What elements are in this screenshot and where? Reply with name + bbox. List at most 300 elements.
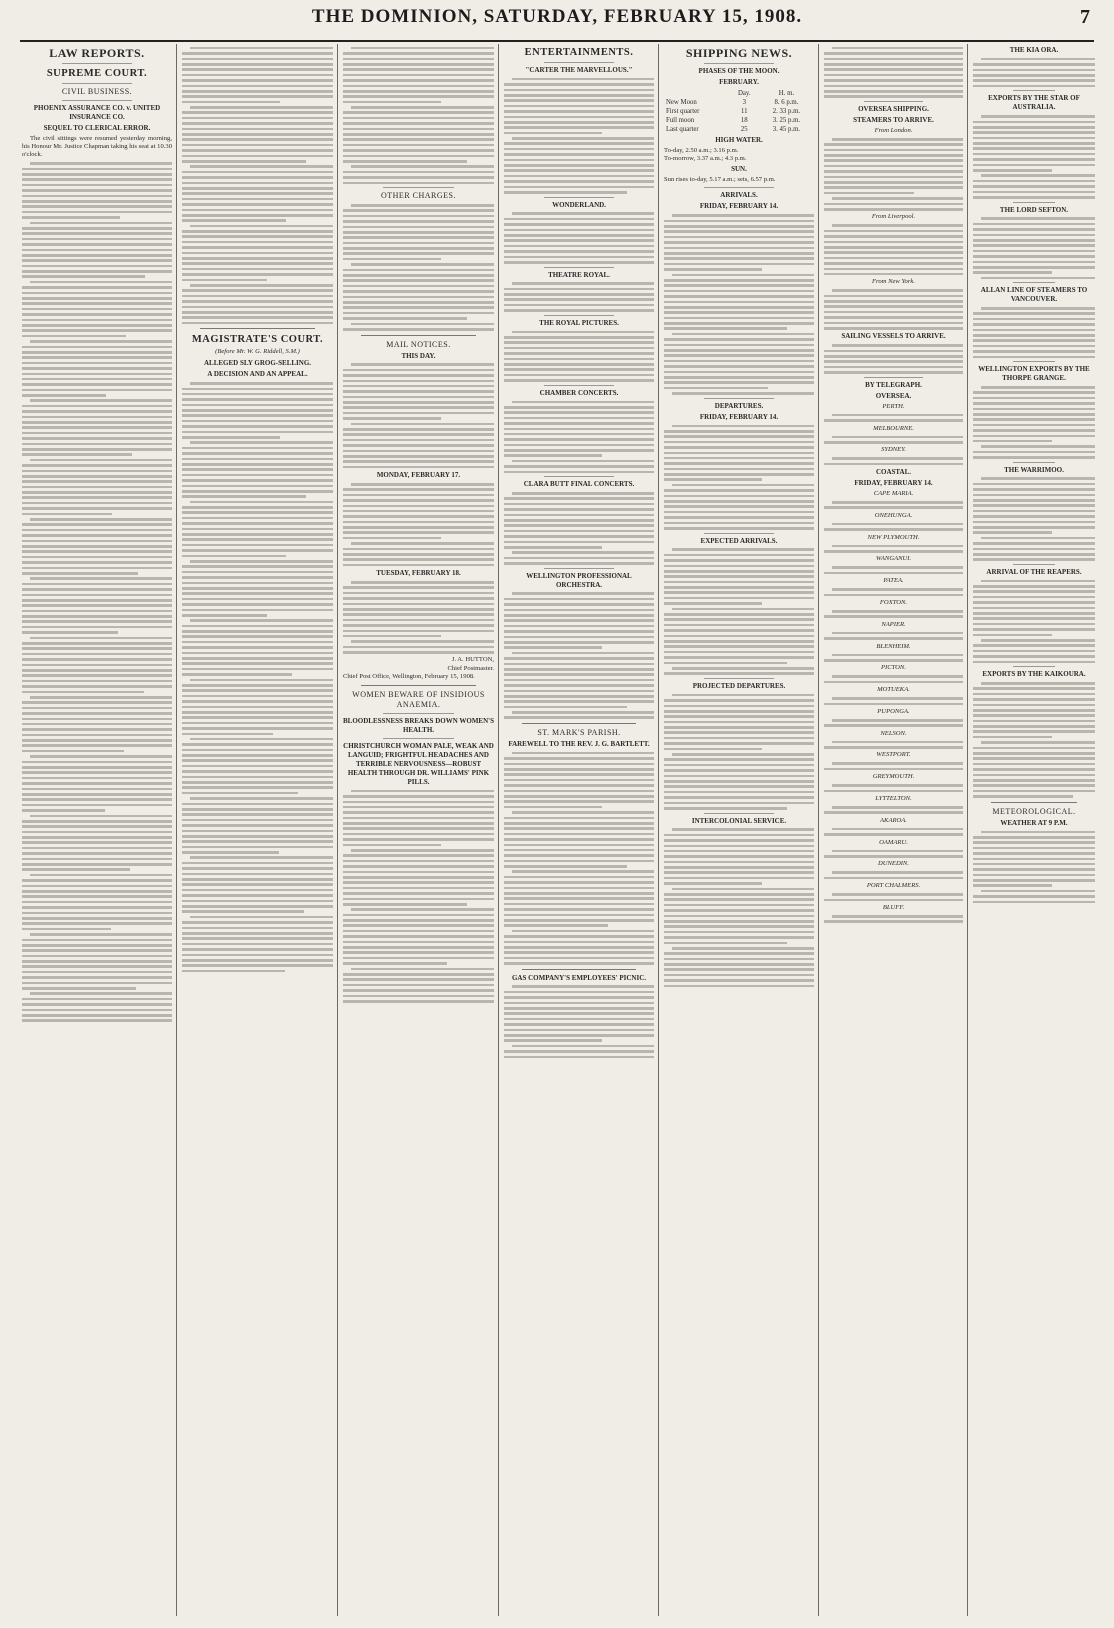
text-line xyxy=(973,585,1095,588)
text-line xyxy=(504,668,654,671)
text-line xyxy=(973,196,1095,199)
text-line xyxy=(824,790,963,793)
text-line xyxy=(824,572,963,575)
article-body xyxy=(504,592,654,719)
article-body xyxy=(504,78,654,194)
text-line xyxy=(504,790,654,793)
text-line xyxy=(973,847,1095,850)
text-line xyxy=(343,236,494,239)
intercolonial-list xyxy=(824,47,963,98)
text-line xyxy=(22,475,172,478)
text-line xyxy=(343,526,494,529)
text-line xyxy=(343,586,494,589)
text-line xyxy=(504,180,654,183)
text-line xyxy=(30,518,172,521)
text-line xyxy=(981,477,1095,480)
text-line xyxy=(664,462,814,465)
text-line xyxy=(343,592,494,595)
text-line xyxy=(343,95,494,98)
section-heading: OVERSEA SHIPPING. xyxy=(858,104,929,113)
text-line xyxy=(973,526,1095,529)
case-subhead: A DECISION AND AN APPEAL. xyxy=(207,370,308,379)
text-line xyxy=(182,625,333,628)
text-line xyxy=(182,182,333,185)
text-line xyxy=(22,205,172,208)
text-line xyxy=(973,655,1095,658)
text-line xyxy=(664,769,814,772)
text-line xyxy=(824,724,963,727)
text-line xyxy=(343,63,494,66)
mail-day: TUESDAY, FEBRUARY 18. xyxy=(376,569,461,578)
origin-heading: From New York. xyxy=(872,278,915,286)
text-line xyxy=(504,1029,654,1032)
text-line xyxy=(504,218,654,221)
moon-month: FEBRUARY. xyxy=(719,78,759,86)
text-line xyxy=(182,241,333,244)
text-line xyxy=(973,451,1095,454)
text-line xyxy=(973,736,1052,739)
text-line xyxy=(182,641,333,644)
text-line xyxy=(664,893,814,896)
text-line xyxy=(182,889,333,892)
text-line xyxy=(22,664,172,667)
text-line xyxy=(182,214,333,217)
text-line xyxy=(664,387,768,390)
text-line xyxy=(22,825,172,828)
text-line xyxy=(664,909,814,912)
text-line xyxy=(672,888,814,891)
text-line xyxy=(664,505,814,508)
text-line xyxy=(30,281,172,284)
text-line xyxy=(973,650,1095,653)
text-line xyxy=(30,399,172,402)
text-line xyxy=(981,115,1095,118)
departures-day: FRIDAY, FEBRUARY 14. xyxy=(699,412,779,421)
text-line xyxy=(182,58,333,61)
text-line xyxy=(504,148,654,151)
text-line xyxy=(22,389,172,392)
text-line xyxy=(504,116,654,119)
text-line xyxy=(504,422,654,425)
port-heading: NAPIER. xyxy=(881,620,906,628)
text-line xyxy=(664,376,814,379)
column-rule xyxy=(498,44,499,1616)
article-body xyxy=(504,401,654,474)
article-heading: THE KIA ORA. xyxy=(1009,46,1059,54)
text-line xyxy=(504,838,654,841)
coastal-ports xyxy=(824,490,963,923)
text-line xyxy=(504,309,654,312)
text-line xyxy=(22,971,172,974)
text-line xyxy=(343,914,494,917)
text-line xyxy=(22,658,172,661)
text-line xyxy=(973,234,1095,237)
text-line xyxy=(343,138,494,141)
text-line xyxy=(182,878,333,881)
text-line xyxy=(973,504,1095,507)
text-line xyxy=(504,854,654,857)
text-line xyxy=(182,128,333,131)
text-line xyxy=(504,619,654,622)
section-subheading: SUPREME COURT. xyxy=(46,68,148,79)
text-line xyxy=(664,322,814,325)
text-line xyxy=(832,784,963,787)
text-line xyxy=(664,785,814,788)
text-line xyxy=(832,675,963,678)
text-line xyxy=(343,68,494,71)
article-heading: WELLINGTON EXPORTS BY THE THORPE GRANGE. xyxy=(978,365,1090,383)
text-line xyxy=(182,420,333,423)
text-line xyxy=(182,230,333,233)
text-line xyxy=(182,905,333,908)
text-line xyxy=(22,437,172,440)
text-line xyxy=(22,1009,172,1012)
mail-list xyxy=(343,581,494,654)
text-line xyxy=(182,138,333,141)
text-line xyxy=(504,679,654,682)
text-line xyxy=(664,327,787,330)
text-line xyxy=(182,176,333,179)
text-line xyxy=(343,630,494,633)
text-line xyxy=(824,311,963,314)
text-line xyxy=(832,697,963,700)
text-line xyxy=(973,607,1095,610)
text-line xyxy=(981,537,1095,540)
text-line xyxy=(981,58,1095,61)
text-line xyxy=(504,768,654,771)
text-line xyxy=(22,1019,172,1022)
text-line xyxy=(504,304,654,307)
article-heading: WEATHER AT 9 P.M. xyxy=(1000,818,1068,827)
text-line xyxy=(664,855,814,858)
text-line xyxy=(973,418,1095,421)
ad-body xyxy=(343,790,494,1003)
text-line xyxy=(182,910,304,913)
text-line xyxy=(182,522,333,525)
text-line xyxy=(343,215,494,218)
text-line xyxy=(22,620,172,623)
text-line xyxy=(22,836,172,839)
text-line xyxy=(343,149,494,152)
text-line xyxy=(824,366,963,369)
text-line xyxy=(182,846,333,849)
text-line xyxy=(504,256,654,259)
text-line xyxy=(832,871,963,874)
text-line xyxy=(343,651,494,654)
text-line xyxy=(182,306,333,309)
text-line xyxy=(672,947,814,950)
text-line xyxy=(504,186,654,189)
port-list xyxy=(824,741,963,749)
text-line xyxy=(182,700,333,703)
text-line xyxy=(182,388,333,391)
text-line xyxy=(182,246,333,249)
text-line xyxy=(504,903,654,906)
text-line xyxy=(343,444,494,447)
steamer-list xyxy=(824,138,963,211)
text-line xyxy=(512,985,654,988)
section-subheading: BY TELEGRAPH. xyxy=(865,380,922,389)
mail-day: THIS DAY. xyxy=(401,351,436,360)
text-line xyxy=(343,412,494,415)
text-line xyxy=(22,674,172,677)
text-line xyxy=(504,94,654,97)
moon-phase-row xyxy=(664,116,814,125)
text-line xyxy=(343,74,494,77)
text-line xyxy=(504,625,654,628)
mail-list xyxy=(343,483,494,566)
text-line xyxy=(22,680,172,683)
text-line xyxy=(182,749,333,752)
text-line xyxy=(343,285,494,288)
text-line xyxy=(664,726,814,729)
text-line xyxy=(182,544,333,547)
text-line xyxy=(343,279,494,282)
text-line xyxy=(973,709,1095,712)
high-water-heading: HIGH WATER. xyxy=(715,136,763,144)
text-line xyxy=(973,169,1052,172)
text-line xyxy=(343,924,494,927)
text-line xyxy=(664,839,814,842)
text-line xyxy=(343,624,494,627)
text-line xyxy=(672,274,814,277)
text-line xyxy=(182,252,333,255)
text-line xyxy=(504,603,654,606)
text-line xyxy=(973,858,1095,861)
text-line xyxy=(343,328,494,331)
text-line xyxy=(664,360,814,363)
ad-subhead: CHRISTCHURCH WOMAN PALE, WEAK AND LANGUID; FRIGHTFUL HEADACHES AND TERRIBLE NERVOUSNESS—ROBUST HEALTH THROUGH DR. WILLIAMS' PINK PILLS. xyxy=(343,741,494,786)
text-line xyxy=(182,235,333,238)
text-line xyxy=(504,239,654,242)
text-line xyxy=(343,844,441,847)
port-heading: MOTUEKA. xyxy=(877,686,910,694)
text-line xyxy=(672,392,814,395)
text-line xyxy=(824,441,963,444)
text-line xyxy=(824,85,963,88)
text-line xyxy=(22,831,172,834)
port-heading: PERTH. xyxy=(882,402,905,410)
text-line xyxy=(973,350,1095,353)
text-line xyxy=(182,959,333,962)
text-line xyxy=(30,222,172,225)
text-line xyxy=(824,95,963,98)
text-line xyxy=(504,89,654,92)
text-line xyxy=(504,779,654,782)
text-line xyxy=(22,852,172,855)
text-line xyxy=(22,286,172,289)
text-line xyxy=(973,725,1095,728)
article-body xyxy=(973,115,1095,198)
article-body xyxy=(973,386,1095,459)
moon-phase-day: 18 xyxy=(740,117,748,124)
article-heading: ARRIVAL OF THE REAPERS. xyxy=(986,567,1082,576)
text-line xyxy=(664,527,814,530)
text-line xyxy=(343,806,494,809)
text-line xyxy=(664,904,814,907)
text-line xyxy=(824,273,963,276)
text-line xyxy=(22,599,172,602)
article-heading: THE WARRIMOO. xyxy=(1004,465,1064,474)
text-line xyxy=(973,429,1095,432)
text-line xyxy=(30,162,172,165)
text-line xyxy=(664,640,814,643)
text-line xyxy=(504,379,654,382)
text-line xyxy=(30,577,172,580)
expected-list xyxy=(664,548,814,675)
port-heading: AKAROA. xyxy=(880,816,907,824)
text-line xyxy=(824,203,963,206)
text-line xyxy=(973,228,1095,231)
text-line xyxy=(664,952,814,955)
text-line xyxy=(343,499,494,502)
text-line xyxy=(22,809,105,812)
text-line xyxy=(824,159,963,162)
text-line xyxy=(182,262,333,265)
text-line xyxy=(182,954,333,957)
text-line xyxy=(22,912,172,915)
text-line xyxy=(190,738,333,741)
text-line xyxy=(973,402,1095,405)
port-heading: PICTON. xyxy=(881,664,906,672)
port-heading: NELSON. xyxy=(880,729,907,737)
text-line xyxy=(22,868,130,871)
text-line xyxy=(182,684,333,687)
text-line xyxy=(343,160,467,163)
text-line xyxy=(504,444,654,447)
text-line xyxy=(182,609,333,612)
moon-phase-time: 3. 45 p.m. xyxy=(772,126,801,133)
text-line xyxy=(182,759,333,762)
text-line xyxy=(182,603,333,606)
text-line xyxy=(664,968,814,971)
text-line xyxy=(512,137,654,140)
port-heading: WANGANUI. xyxy=(875,555,912,563)
port-heading: DUNEDIN. xyxy=(878,860,909,868)
text-line xyxy=(504,368,654,371)
text-line xyxy=(824,268,963,271)
intercolonial-heading: INTERCOLONIAL SERVICE. xyxy=(691,816,787,825)
text-line xyxy=(351,47,494,50)
text-line xyxy=(824,230,963,233)
text-line xyxy=(22,270,172,273)
text-line xyxy=(512,401,654,404)
text-line xyxy=(664,295,814,298)
text-line xyxy=(664,796,814,799)
text-line xyxy=(504,700,654,703)
text-line xyxy=(973,558,1095,561)
text-line xyxy=(343,122,494,125)
text-line xyxy=(22,292,172,295)
text-line xyxy=(824,920,963,923)
text-line xyxy=(182,431,333,434)
text-line xyxy=(973,69,1095,72)
text-line xyxy=(664,430,814,433)
text-line xyxy=(504,935,654,938)
text-line xyxy=(664,473,814,476)
text-line xyxy=(504,121,654,124)
text-line xyxy=(973,687,1095,690)
port-list xyxy=(824,501,963,509)
text-line xyxy=(504,454,602,457)
text-line xyxy=(832,850,963,853)
section-subheading: STEAMERS TO ARRIVE. xyxy=(853,115,934,124)
text-line xyxy=(22,653,172,656)
text-line xyxy=(22,750,124,753)
text-line xyxy=(182,937,333,940)
text-line xyxy=(182,474,333,477)
text-line xyxy=(824,149,963,152)
column-entertainments xyxy=(504,44,654,1616)
text-line xyxy=(504,1018,654,1021)
text-line xyxy=(343,935,494,938)
text-line xyxy=(664,311,814,314)
text-line xyxy=(504,609,654,612)
text-line xyxy=(22,744,172,747)
text-line xyxy=(504,234,654,237)
text-line xyxy=(824,637,963,640)
text-line xyxy=(343,984,494,987)
text-line xyxy=(22,960,172,963)
text-line xyxy=(182,803,333,806)
case-subhead: SEQUEL TO CLERICAL ERROR. xyxy=(43,124,151,132)
text-line xyxy=(182,571,333,574)
text-line xyxy=(343,515,494,518)
text-line xyxy=(190,619,333,622)
article-heading: EXPORTS BY THE KAIKOURA. xyxy=(982,670,1086,679)
text-line xyxy=(343,85,494,88)
text-line xyxy=(664,317,814,320)
text-line xyxy=(973,85,1095,88)
text-line xyxy=(504,132,602,135)
article-heading: ALLAN LINE OF STEAMERS TO VANCOUVER. xyxy=(980,286,1088,304)
text-line xyxy=(973,131,1095,134)
text-line xyxy=(190,916,333,919)
text-line xyxy=(22,734,172,737)
text-line xyxy=(512,811,654,814)
text-line xyxy=(22,529,172,532)
text-line xyxy=(664,807,787,810)
text-line xyxy=(30,696,172,699)
text-line xyxy=(343,973,494,976)
text-line xyxy=(351,640,494,643)
text-line xyxy=(664,441,814,444)
port-list xyxy=(824,632,963,640)
text-line xyxy=(504,833,654,836)
text-line xyxy=(351,968,494,971)
text-line xyxy=(504,614,654,617)
text-line xyxy=(182,582,333,585)
text-line xyxy=(343,887,494,890)
text-line xyxy=(22,965,172,968)
text-line xyxy=(664,381,814,384)
text-line xyxy=(672,425,814,428)
text-line xyxy=(832,588,963,591)
page-number: 7 xyxy=(1080,6,1090,28)
text-line xyxy=(343,619,494,622)
text-line xyxy=(22,885,172,888)
section-heading: METEOROLOGICAL. xyxy=(992,806,1076,816)
article-body xyxy=(504,985,654,1058)
text-line xyxy=(504,508,654,511)
text-line xyxy=(22,718,172,721)
article-body xyxy=(504,282,654,312)
text-line xyxy=(182,706,333,709)
text-line xyxy=(182,862,333,865)
text-line xyxy=(343,79,494,82)
text-line xyxy=(182,273,333,276)
text-line xyxy=(504,438,654,441)
